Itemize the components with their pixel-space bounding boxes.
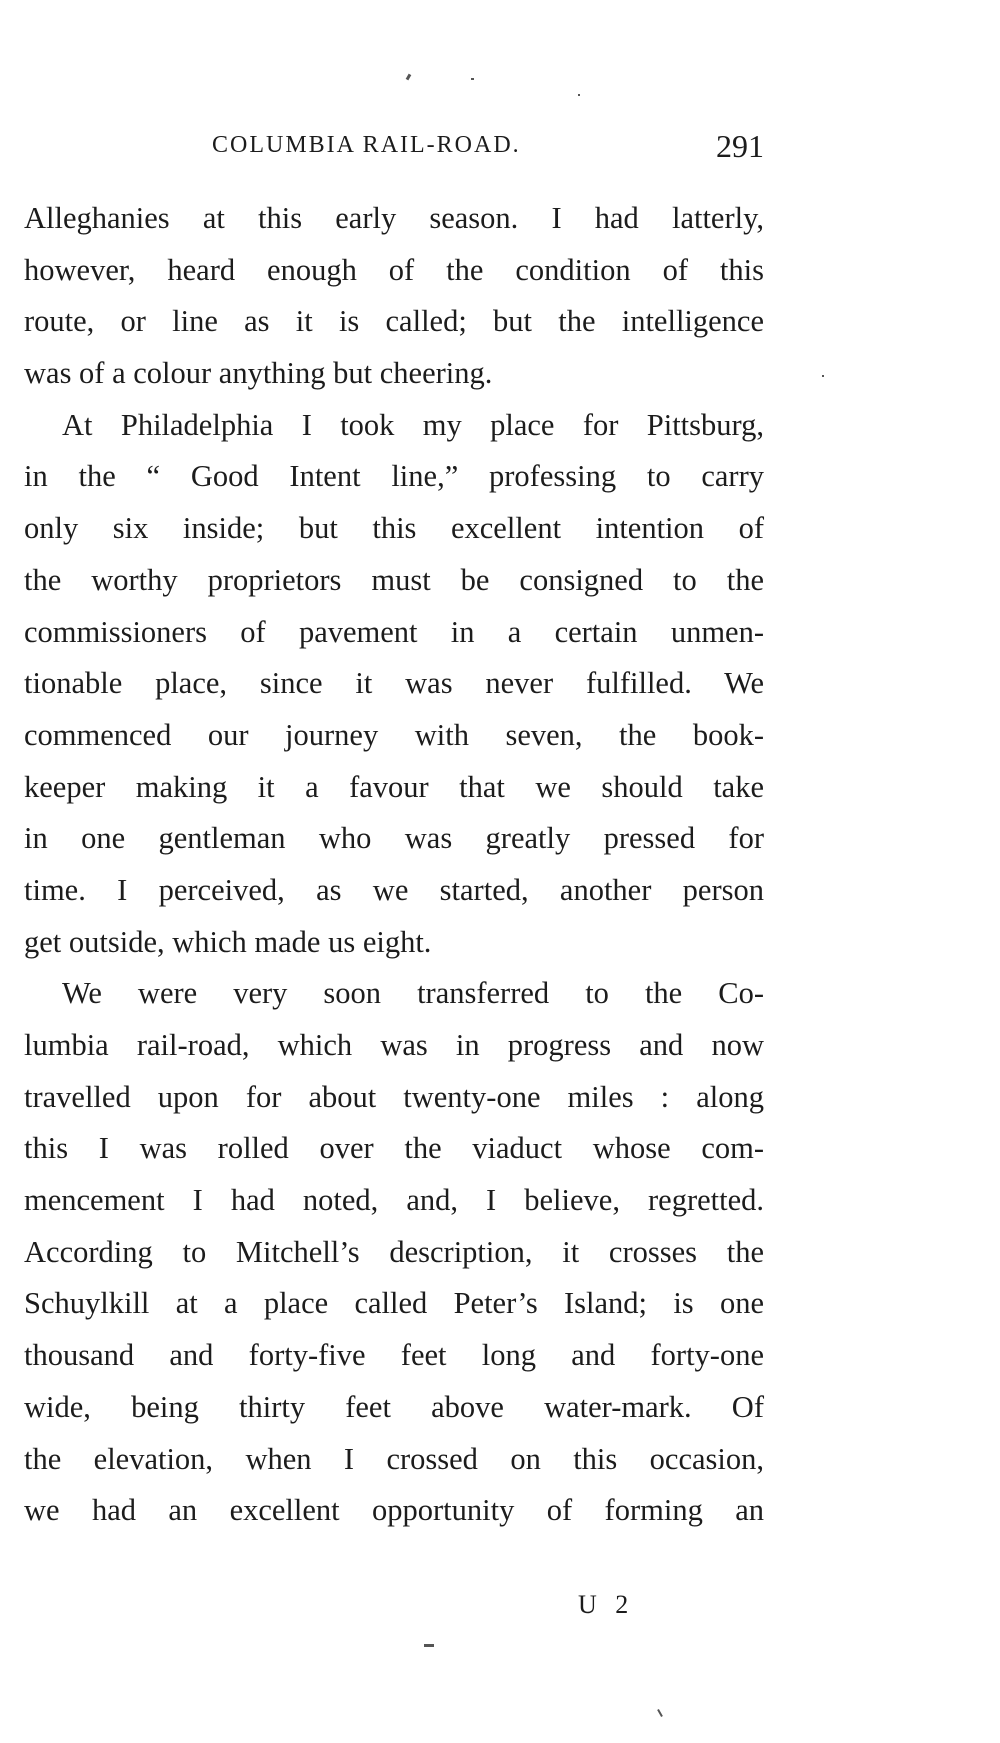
text-line: only six inside; but this excellent intention of [24,511,764,546]
page-header [24,128,764,168]
ink-speck [424,1644,434,1647]
text-line: lumbia rail-road, which was in progress and now [24,1028,764,1062]
text-line: we had an excellent opportunity of forming an [24,1493,764,1528]
page-number: 291 [716,128,764,164]
paragraph-2 [24,400,764,969]
text-line: in one gentleman who was greatly pressed for [24,821,764,856]
text-line: the elevation, when I crossed on this occasion, [24,1441,764,1476]
paragraph-3 [24,968,764,1537]
text-line: this I was rolled over the viaduct whose com- [24,1131,764,1166]
paragraph-1 [24,193,764,400]
signature-mark: U 2 [578,1590,635,1619]
ink-speck [822,375,824,377]
text-line: wide, being thirty feet above water-mark. Of [24,1389,764,1424]
text-line: tionable place, since it was never fulfilled. We [24,666,764,701]
text-line: thousand and forty-five feet long and forty-one [24,1338,764,1373]
text-line: keeper making it a favour that we should take [24,769,764,804]
body-text [24,193,764,1537]
ink-speck [578,94,580,96]
text-line: According to Mitchell’s description, it crosses the [24,1234,764,1269]
text-line: mencement I had noted, and, I believe, regretted. [24,1183,764,1218]
text-line: time. I perceived, as we started, another person [24,872,764,907]
text-line: was of a colour anything but cheering. [24,356,493,391]
text-line: travelled upon for about twenty-one miles : along [24,1079,764,1114]
text-line: Schuylkill at a place called Peter’s Island; is one [24,1286,764,1321]
ink-speck [657,1709,663,1717]
ink-speck [471,78,474,80]
text-line: We were very soon transferred to the Co- [62,976,764,1011]
text-line: however, heard enough of the condition of this [24,252,764,287]
text-line: At Philadelphia I took my place for Pittsburg, [62,407,764,442]
text-line: route, or line as it is called; but the intelligence [24,304,764,339]
text-line: Alleghanies at this early season. I had latterly, [24,201,764,235]
ink-speck [406,74,412,81]
text-line: commenced our journey with seven, the book- [24,717,764,752]
running-head: COLUMBIA RAIL-ROAD. [212,132,521,158]
text-line: the worthy proprietors must be consigned to the [24,562,764,597]
text-line: commissioners of pavement in a certain unmen- [24,614,764,649]
text-line: get outside, which made us eight. [24,924,432,959]
text-line: in the “ Good Intent line,” professing to carry [24,459,764,494]
